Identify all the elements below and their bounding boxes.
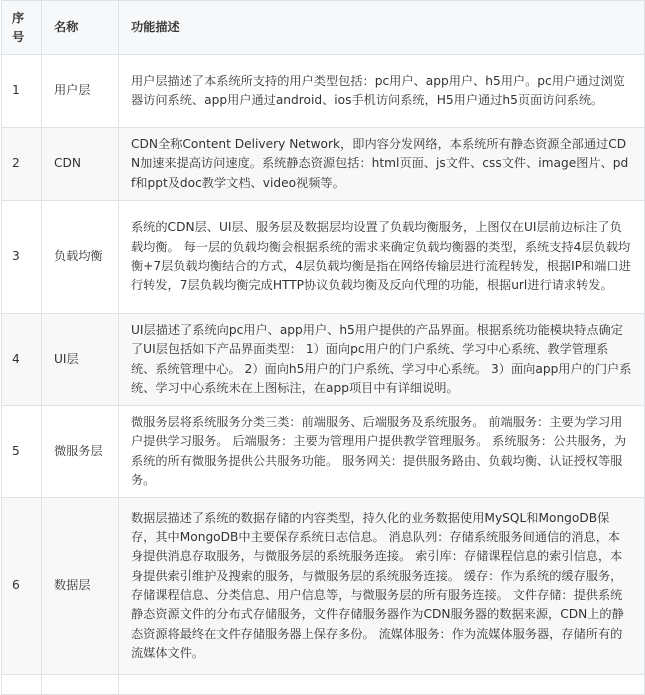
table-row bbox=[2, 498, 645, 675]
row-description: 微服务层将系统服务分类三类：前端服务、后端服务及系统服务。 前端服务：主要为学习用户提供学习服务。 后端服务：主要为管理用户提供教学管理服务。 系统服务：公共服务，为系统的所有微服务提供公共服务功能。 服务网关：提供服务路由、负载均衡、认证授权等服务。 bbox=[119, 406, 645, 498]
row-description-empty bbox=[119, 675, 645, 695]
table-row bbox=[2, 128, 645, 201]
row-name-empty bbox=[42, 675, 119, 695]
row-index: 2 bbox=[2, 128, 42, 201]
row-index: 6 bbox=[2, 498, 42, 675]
table-row bbox=[2, 201, 645, 314]
row-description: UI层描述了系统向pc用户、app用户、h5用户提供的产品界面。根据系统功能模块特点确定了UI层包括如下产品界面类型： 1）面向pc用户的门户系统、学习中心系统、教学管理系统、系统管理中心。 2）面向h5用户的门户系统、学习中心系统。 3）面向app用户的门户系统、学习中心系统未在上图标注，在app项目中有详细说明。 bbox=[119, 314, 645, 406]
row-index-empty bbox=[2, 675, 42, 695]
table-row bbox=[2, 314, 645, 406]
row-name: 用户层 bbox=[42, 55, 119, 128]
row-index: 1 bbox=[2, 55, 42, 128]
row-name: 数据层 bbox=[42, 498, 119, 675]
header-index: 序号 bbox=[2, 1, 42, 55]
row-description: 数据层描述了系统的数据存储的内容类型，持久化的业务数据使用MySQL和MongoDB保存，其中MongoDB中主要保存系统日志信息。 消息队列：存储系统服务间通信的消息，本身提供消息存取服务，与微服务层的系统服务连接。 索引库：存储课程信息的索引信息，本身提供索引维护及搜索的服务，与微服务层的系统服务连接。 缓存：作为系统的缓存服务，存储课程信息、分类信息、用户信息等，与微服务层的所有服务连接。 文件存储：提供系统静态资源文件的分布式存储服务，文件存储服务器作为CDN服务器的数据来源，CDN上的静态资源将最终在文件存储服务器上保存多份。 流媒体服务：作为流媒体服务器，存储所有的流媒体文件。 bbox=[119, 498, 645, 675]
header-name: 名称 bbox=[42, 1, 119, 55]
row-name: 微服务层 bbox=[42, 406, 119, 498]
row-description: CDN全称Content Delivery Network，即内容分发网络，本系统所有静态资源全部通过CDN加速来提高访问速度。系统静态资源包括：html页面、js文件、css文件、image图片、pdf和ppt及doc教学文档、video视频等。 bbox=[119, 128, 645, 201]
architecture-table bbox=[1, 0, 645, 695]
header-description: 功能描述 bbox=[119, 1, 645, 55]
row-name: UI层 bbox=[42, 314, 119, 406]
row-name: CDN bbox=[42, 128, 119, 201]
table-header-row bbox=[2, 1, 645, 55]
row-index: 4 bbox=[2, 314, 42, 406]
row-description: 用户层描述了本系统所支持的用户类型包括：pc用户、app用户、h5用户。pc用户通过浏览器访问系统、app用户通过android、ios手机访问系统，H5用户通过h5页面访问系统。 bbox=[119, 55, 645, 128]
row-index: 3 bbox=[2, 201, 42, 314]
table-row bbox=[2, 406, 645, 498]
row-description: 系统的CDN层、UI层、服务层及数据层均设置了负载均衡服务，上图仅在UI层前边标注了负载均衡。 每一层的负载均衡会根据系统的需求来确定负载均衡器的类型，系统支持4层负载均衡+7层负载均衡结合的方式，4层负载均衡是指在网络传输层进行流程转发，根据IP和端口进行转发，7层负载均衡完成HTTP协议负载均衡及反向代理的功能，根据url进行请求转发。 bbox=[119, 201, 645, 314]
table-row-partial bbox=[2, 675, 645, 695]
table-row bbox=[2, 55, 645, 128]
row-name: 负载均衡 bbox=[42, 201, 119, 314]
row-index: 5 bbox=[2, 406, 42, 498]
